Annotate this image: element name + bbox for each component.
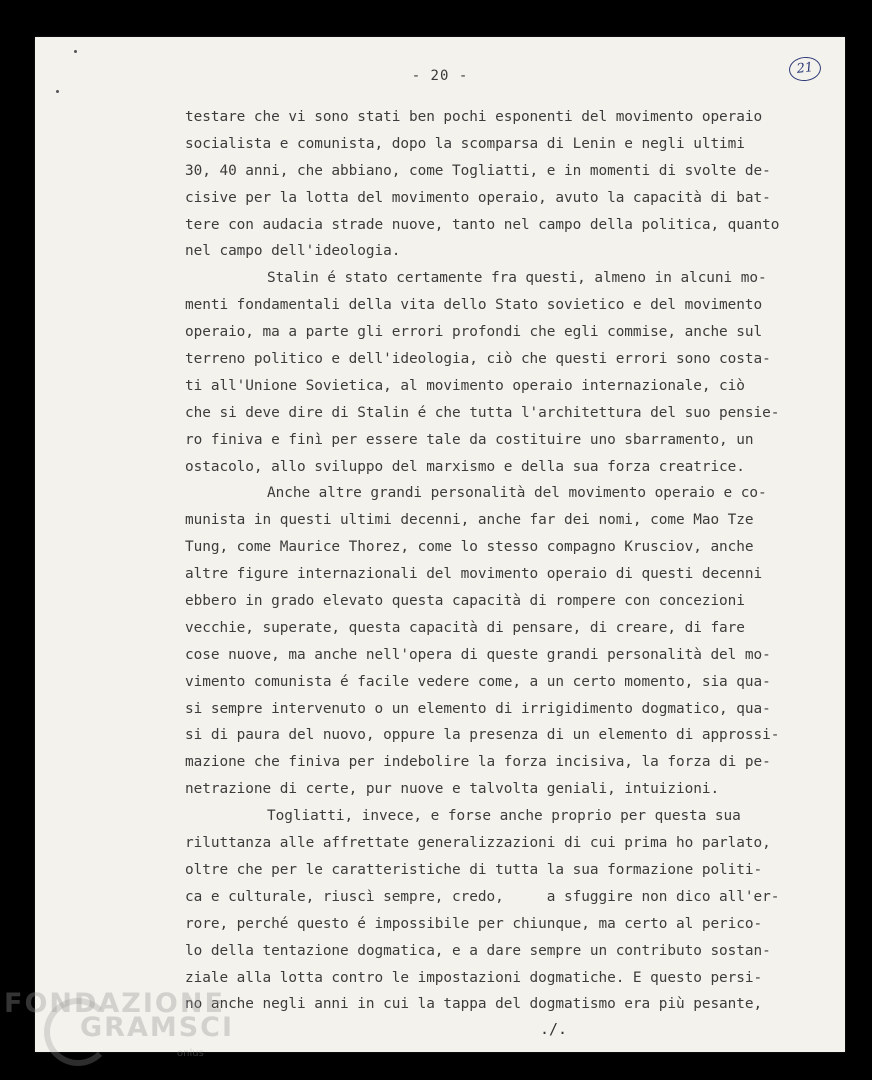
text-line: operaio, ma a parte gli errori profondi che egli commise, anche sul xyxy=(185,324,763,341)
text-line: no anche negli anni in cui la tappa del dogmatismo era più pesante, xyxy=(185,996,763,1013)
text-line: si sempre intervenuto o un elemento di irrigidimento dogmatico, qua- xyxy=(185,700,771,717)
text-line: nel campo dell'ideologia. xyxy=(185,243,401,260)
text-line: ro finiva e finì per essere tale da costituire uno sbarramento, un xyxy=(185,431,754,448)
text-line: altre figure internazionali del movimento operaio di questi decenni xyxy=(185,566,763,583)
text-line: terreno politico e dell'ideologia, ciò che questi errori sono costa- xyxy=(185,351,771,368)
text-line: Togliatti, invece, e forse anche proprio per questa sua xyxy=(267,808,741,825)
text-line: rore, perché questo é impossibile per chiunque, ma certo al perico- xyxy=(185,915,763,932)
watermark-line-1: FONDAZIONE xyxy=(4,988,225,1019)
text-line: socialista e comunista, dopo la scomparsa di Lenin e negli ultimi xyxy=(185,135,745,152)
text-line: netrazione di certe, pur nuove e talvolta geniali, intuizioni. xyxy=(185,781,720,798)
text-line: 30, 40 anni, che abbiano, come Togliatti, e in momenti di svolte de- xyxy=(185,162,771,179)
text-line: tere con audacia strade nuove, tanto nel campo della politica, quanto xyxy=(185,216,780,233)
text-line: ca e culturale, riuscì sempre, credo, a sfuggire non dico all'er- xyxy=(185,888,780,905)
document-page xyxy=(35,37,845,1052)
continuation-mark: ./. xyxy=(540,1020,568,1038)
text-line: lo della tentazione dogmatica, e a dare sempre un contributo sostan- xyxy=(185,942,771,959)
watermark-line-2: GRAMSCI xyxy=(80,1012,235,1043)
stray-ink-mark xyxy=(56,90,59,93)
text-line: ostacolo, allo sviluppo del marxismo e della sua forza creatrice. xyxy=(185,458,745,475)
page-number: - 20 - xyxy=(411,68,469,84)
watermark-line-3: onlus xyxy=(177,1048,204,1059)
text-line: si di paura del nuovo, oppure la presenza di un elemento di approssi- xyxy=(185,727,780,744)
text-line: mazione che finiva per indebolire la forza incisiva, la forza di pe- xyxy=(185,754,771,771)
stray-ink-mark xyxy=(74,50,77,53)
text-line: ziale alla lotta contro le impostazioni dogmatiche. E questo persi- xyxy=(185,969,763,986)
text-line: che si deve dire di Stalin é che tutta l'architettura del suo pensie- xyxy=(185,404,780,421)
text-line: menti fondamentali della vita dello Stato sovietico e del movimento xyxy=(185,297,763,314)
text-line: Tung, come Maurice Thorez, come lo stesso compagno Krusciov, anche xyxy=(185,539,754,556)
text-line: ti all'Unione Sovietica, al movimento operaio internazionale, ciò xyxy=(185,377,745,394)
text-line: Stalin é stato certamente fra questi, almeno in alcuni mo- xyxy=(267,270,767,287)
text-line: oltre che per le caratteristiche di tutta la sua formazione politi- xyxy=(185,861,763,878)
text-line: vimento comunista é facile vedere come, a un certo momento, sia qua- xyxy=(185,673,771,690)
text-line: Anche altre grandi personalità del movimento operaio e co- xyxy=(267,485,767,502)
text-line: testare che vi sono stati ben pochi esponenti del movimento operaio xyxy=(185,109,763,125)
text-line: cisive per la lotta del movimento operaio, avuto la capacità di bat- xyxy=(185,189,771,206)
handwritten-page-annotation: 21 xyxy=(788,55,822,82)
typewritten-body-text xyxy=(185,104,830,1018)
text-line: ebbero in grado elevato questa capacità di rompere con concezioni xyxy=(185,593,745,610)
text-line: riluttanza alle affrettate generalizzazioni di cui prima ho parlato, xyxy=(185,835,771,852)
text-line: cose nuove, ma anche nell'opera di queste grandi personalità del mo- xyxy=(185,646,771,663)
text-line: vecchie, superate, questa capacità di pensare, di creare, di fare xyxy=(185,619,745,636)
text-line: munista in questi ultimi decenni, anche far dei nomi, come Mao Tze xyxy=(185,512,754,529)
